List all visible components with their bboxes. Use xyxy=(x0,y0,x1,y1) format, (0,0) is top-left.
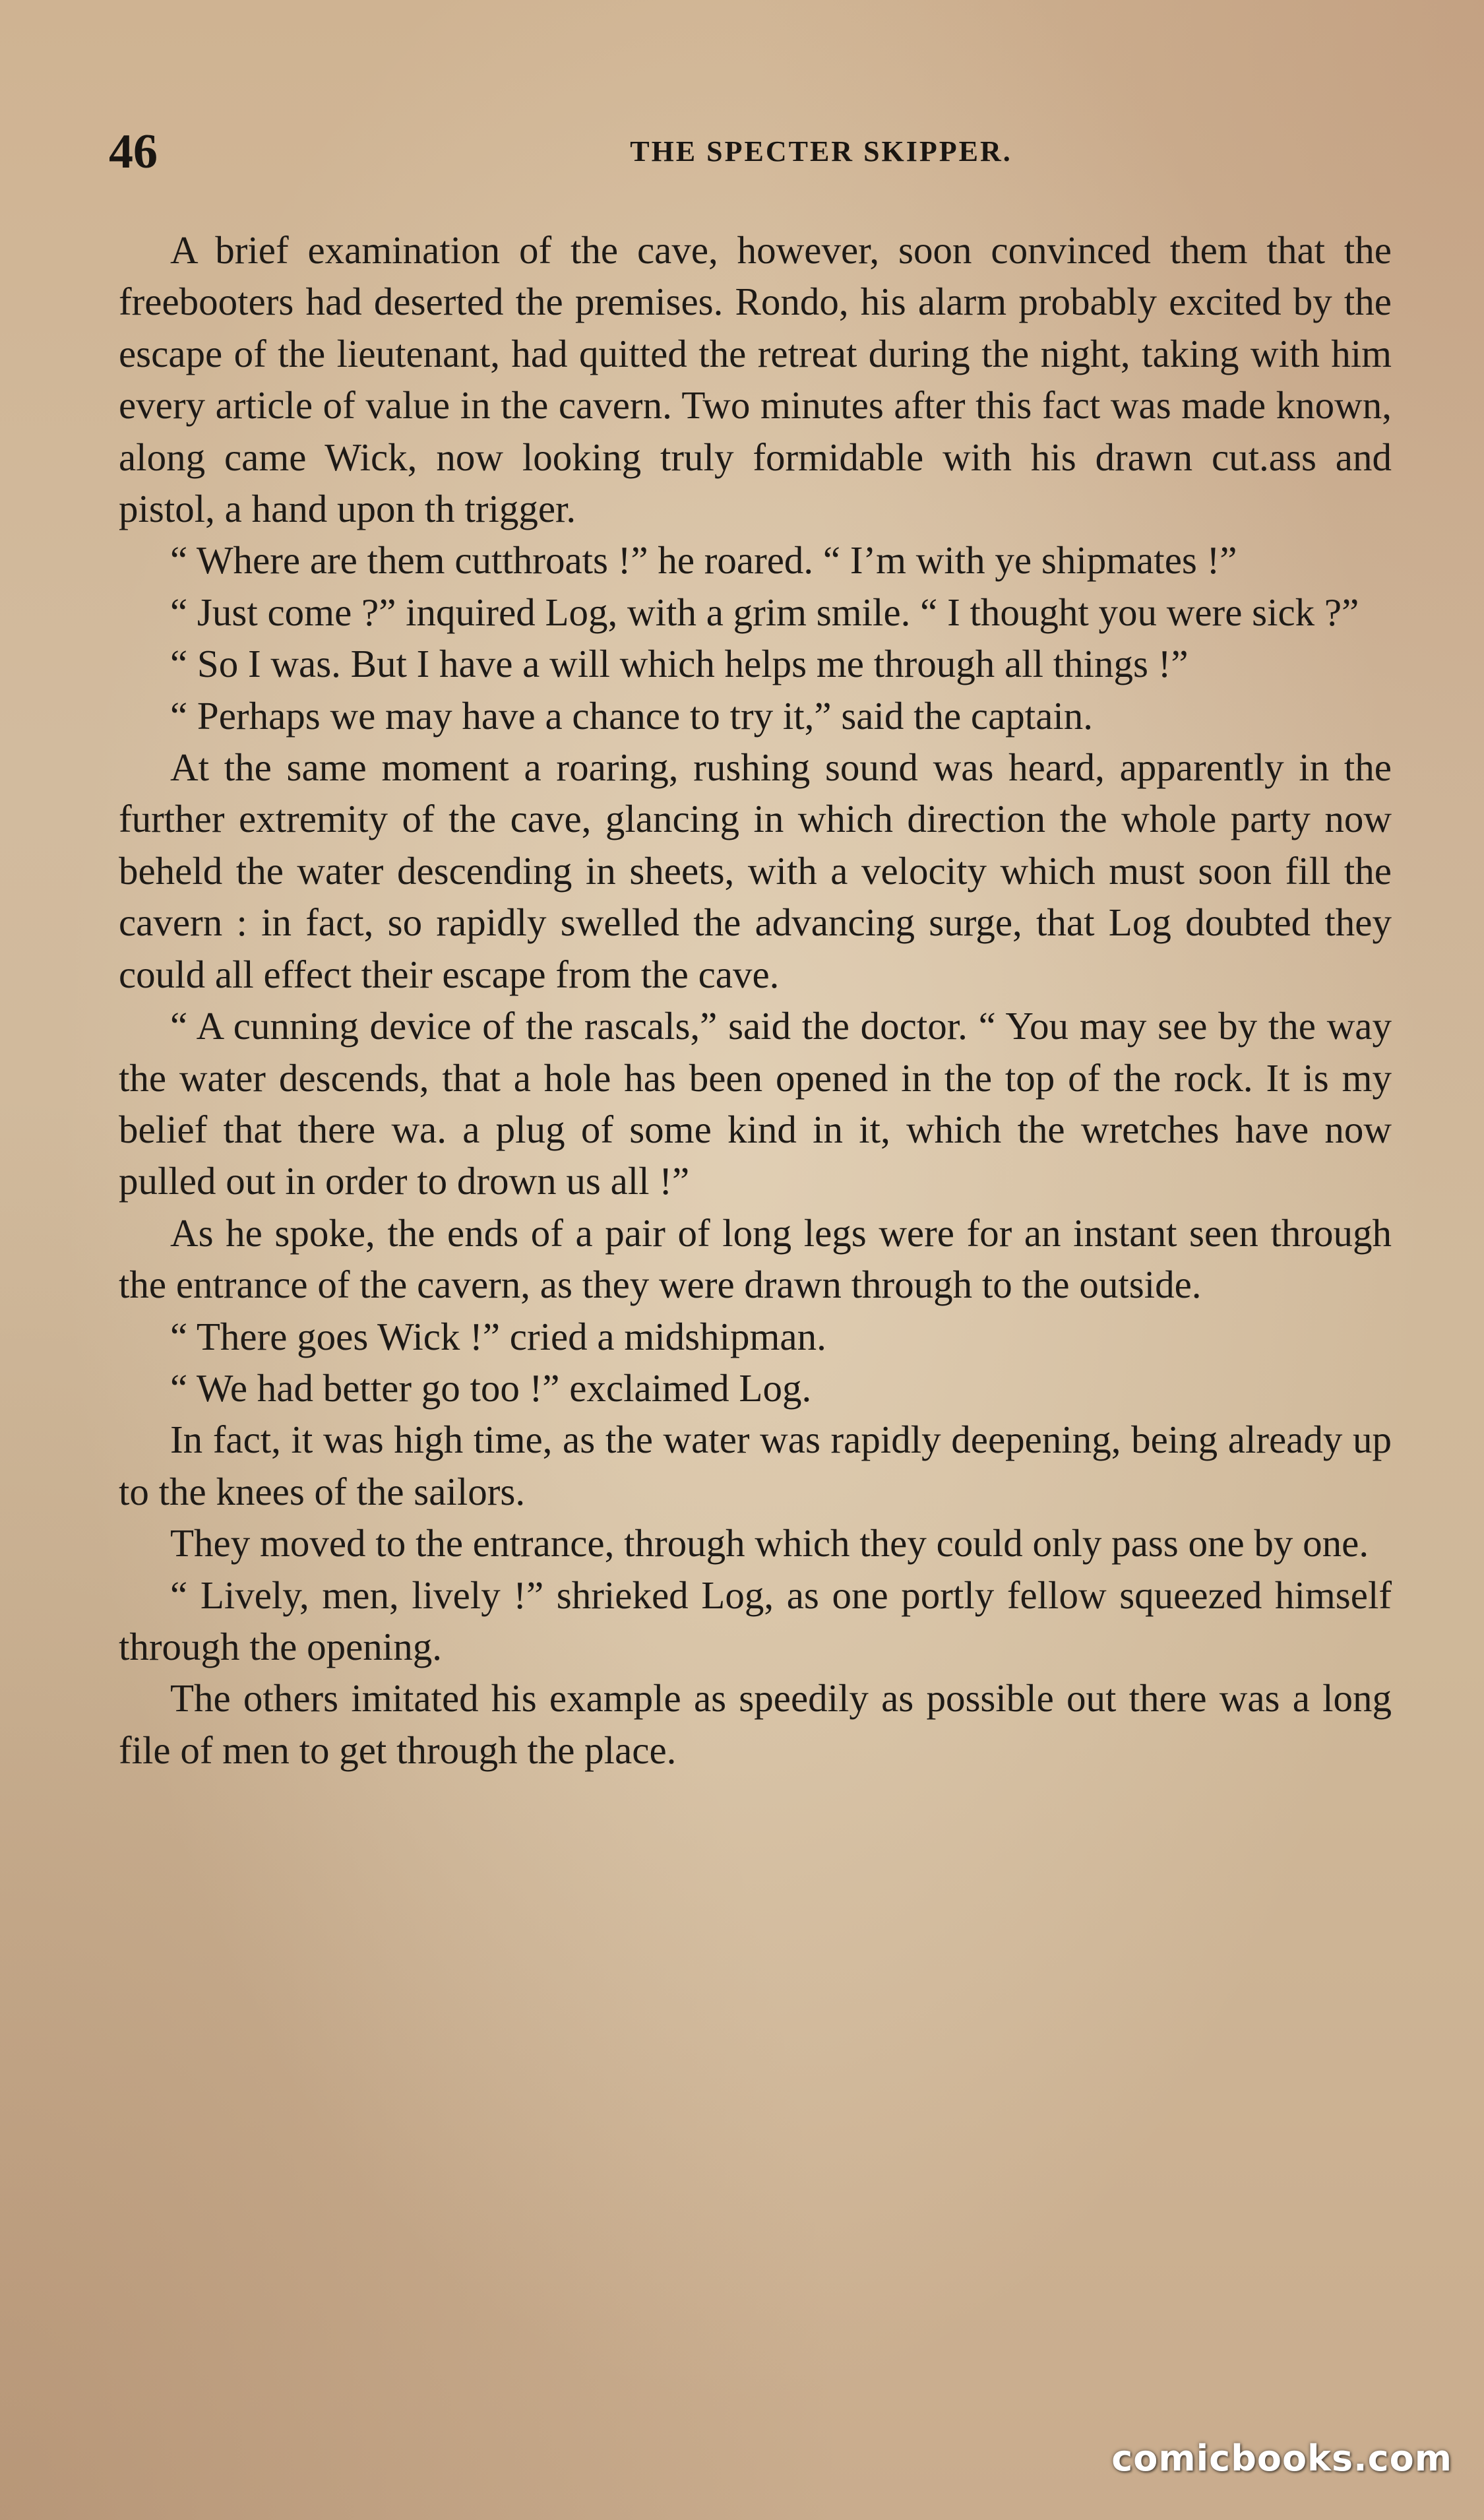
page-number: 46 xyxy=(109,125,158,179)
paragraph: As he spoke, the ends of a pair of long legs were for an instant seen through the entrance of the cavern, as they were drawn through to the outside. xyxy=(119,1211,1392,1307)
paragraph: The others imitated his example as speedily as possible out there was a long file of men to get through the place. xyxy=(119,1676,1392,1772)
paragraph: “ Perhaps we may have a chance to try it,” said the captain. xyxy=(170,693,1094,738)
paragraph: “ Where are them cutthroats !” he roared. “ I’m with ye shipmates !” xyxy=(170,538,1237,583)
body-text xyxy=(119,224,1392,1776)
paragraph: “ So I was. But I have a will which helps me through all things !” xyxy=(170,642,1189,686)
paragraph: “ A cunning device of the rascals,” said the doctor. “ You may see by the way the water descends, that a hole has been opened in the top of the rock. It is my belief that there wa. a plug of some kind in it, which the wretches have now pulled out in order to drown us all !” xyxy=(119,1004,1392,1203)
paragraph: “ We had better go too !” exclaimed Log. xyxy=(170,1366,812,1410)
paragraph: A brief examination of the cave, however, soon convinced them that the freebooters had deserted the premises. Rondo, his alarm probably excited by the escape of the lieutenant, had quitted the retreat during the night, taking with him every article of value in the cavern. Two minutes after this fact was made known, along came Wick, now looking truly formidable with his drawn cut.ass and pistol, a hand upon th trigger. xyxy=(119,228,1392,531)
paragraph: At the same moment a roaring, rushing sound was heard, apparently in the further extremity of the cave, glancing in which direction the whole party now beheld the water descending in sheets, with a velocity which must soon fill the cavern : in fact, so rapidly swelled the advancing surge, that Log doubted they could all effect their escape from the cave. xyxy=(119,745,1392,996)
watermark: comicbooks.com xyxy=(1111,2438,1452,2479)
running-head: THE SPECTER SKIPPER. xyxy=(630,135,1012,168)
paragraph: “ There goes Wick !” cried a midshipman. xyxy=(170,1314,826,1358)
page-header xyxy=(109,122,1395,181)
paragraph: They moved to the entrance, through which they could only pass one by one. xyxy=(170,1521,1369,1565)
paragraph: “ Just come ?” inquired Log, with a grim smile. “ I thought you were sick ?” xyxy=(170,590,1359,634)
paragraph: “ Lively, men, lively !” shrieked Log, as one portly fellow squeezed himself through the opening. xyxy=(119,1573,1392,1668)
paragraph: In fact, it was high time, as the water was rapidly deepening, being already up to the knees of the sailors. xyxy=(119,1418,1392,1513)
